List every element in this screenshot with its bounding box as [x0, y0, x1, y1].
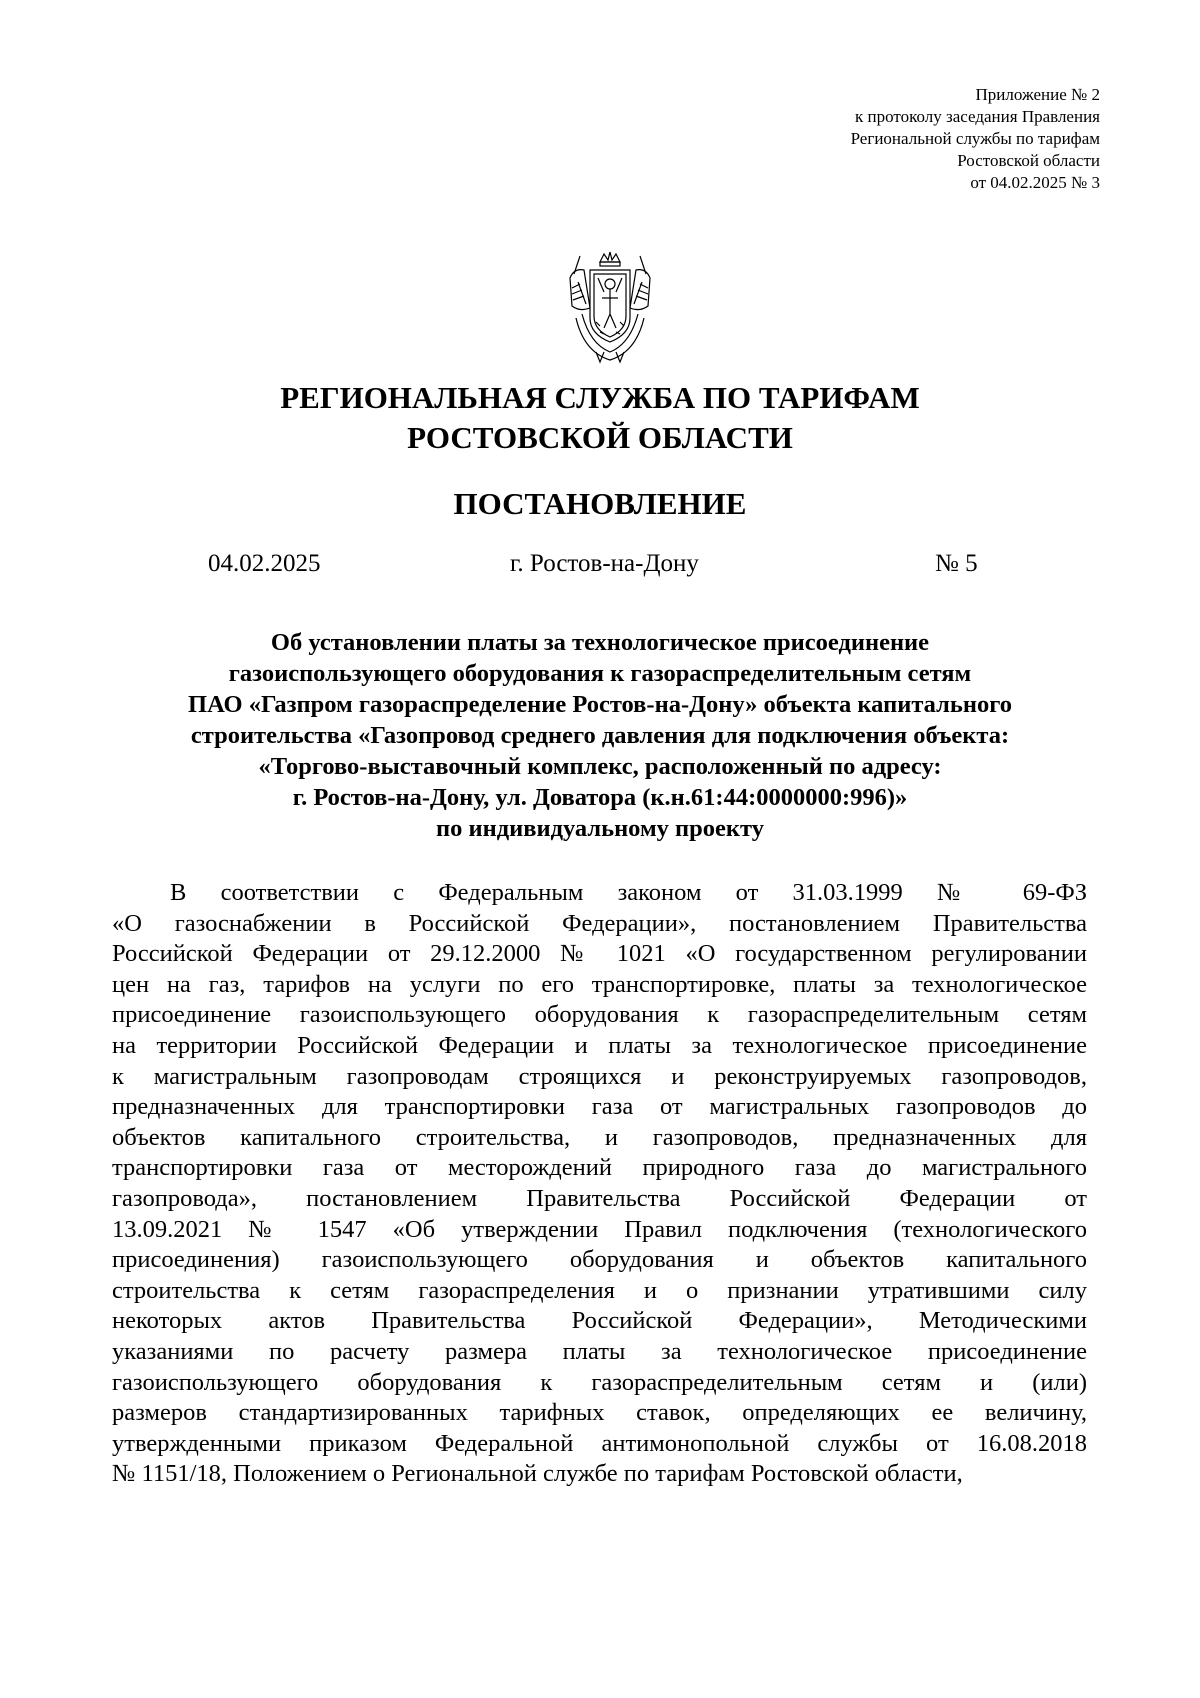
body-line: «О газоснабжении в Российской Федерации», постановлением Правительства: [112, 909, 1087, 937]
document-date: 04.02.2025: [208, 550, 321, 577]
document-body: [112, 878, 1087, 1490]
subject-line: по индивидуальному проекту: [436, 815, 764, 842]
body-line: Российской Федерации от 29.12.2000 № 1021 «О государственном регулировании: [112, 940, 1087, 968]
appendix-line: Ростовской области: [957, 151, 1100, 170]
organization-title-line: РОСТОВСКОЙ ОБЛАСТИ: [407, 420, 793, 455]
body-line: цен на газ, тарифов на услуги по его транспортировке, платы за технологическое: [112, 970, 1087, 998]
body-line: утвержденными приказом Федеральной антимонопольной службы от 16.08.2018: [112, 1429, 1087, 1457]
body-line: № 1151/18, Положением о Региональной службе по тарифам Ростовской области,: [112, 1460, 963, 1488]
subject-line: г. Ростов-на-Дону, ул. Доватора (к.н.61:44:0000000:996)»: [292, 784, 908, 811]
body-line: предназначенных для транспортировки газа от магистральных газопроводов до: [112, 1093, 1087, 1121]
subject-line: «Торгово-выставочный комплекс, расположенный по адресу:: [258, 753, 942, 780]
subject-line: газоиспользующего оборудования к газораспределительным сетям: [228, 660, 972, 687]
body-line: объектов капитального строительства, и газопроводов, предназначенных для: [112, 1123, 1087, 1151]
document-type: ПОСТАНОВЛЕНИЕ: [453, 486, 747, 521]
body-line: на территории Российской Федерации и платы за технологическое присоединение: [112, 1031, 1087, 1059]
organization-title-line: РЕГИОНАЛЬНАЯ СЛУЖБА ПО ТАРИФАМ: [280, 380, 920, 415]
appendix-line: от 04.02.2025 № 3: [970, 173, 1100, 192]
body-line: транспортировки газа от месторождений природного газа до магистрального: [112, 1154, 1087, 1182]
appendix-line: Приложение № 2: [975, 85, 1100, 104]
organization-title: [0, 378, 1200, 458]
body-line: В соответствии с Федеральным законом от 31.03.1999 № 69-ФЗ: [170, 879, 1087, 906]
appendix-line: к протоколу заседания Правления: [855, 107, 1100, 126]
body-line: присоединение газоиспользующего оборудования к газораспределительным сетям: [112, 1001, 1087, 1029]
body-line: газоиспользующего оборудования к газораспределительным сетям и (или): [112, 1368, 1087, 1396]
body-line: указаниями по расчету размера платы за технологическое присоединение: [112, 1337, 1087, 1365]
subject-line: строительства «Газопровод среднего давления для подключения объекта:: [190, 722, 1010, 749]
document-number: № 5: [935, 550, 978, 577]
coat-of-arms-icon: [560, 248, 660, 366]
body-line: к магистральным газопроводам строящихся и реконструируемых газопроводов,: [112, 1062, 1087, 1090]
document-city: г. Ростов-на-Дону: [510, 550, 699, 577]
body-line: строительства к сетям газораспределения и о признании утратившими силу: [112, 1276, 1087, 1304]
appendix-note: [851, 84, 1100, 194]
body-line: присоединения) газоиспользующего оборудования и объектов капитального: [112, 1246, 1087, 1274]
body-line: некоторых актов Правительства Российской Федерации», Методическими: [112, 1307, 1087, 1335]
body-line: газопровода», постановлением Правительства Российской Федерации от: [112, 1184, 1087, 1212]
subject-line: Об установлении платы за технологическое присоединение: [270, 629, 930, 656]
document-subject: [0, 627, 1200, 844]
appendix-line: Региональной службы по тарифам: [850, 129, 1100, 148]
subject-line: ПАО «Газпром газораспределение Ростов-на-Дону» объекта капитального: [188, 691, 1012, 718]
body-line: размеров стандартизированных тарифных ставок, определяющих ее величину,: [112, 1399, 1087, 1427]
body-line: 13.09.2021 № 1547 «Об утверждении Правил подключения (технологического: [112, 1215, 1087, 1243]
